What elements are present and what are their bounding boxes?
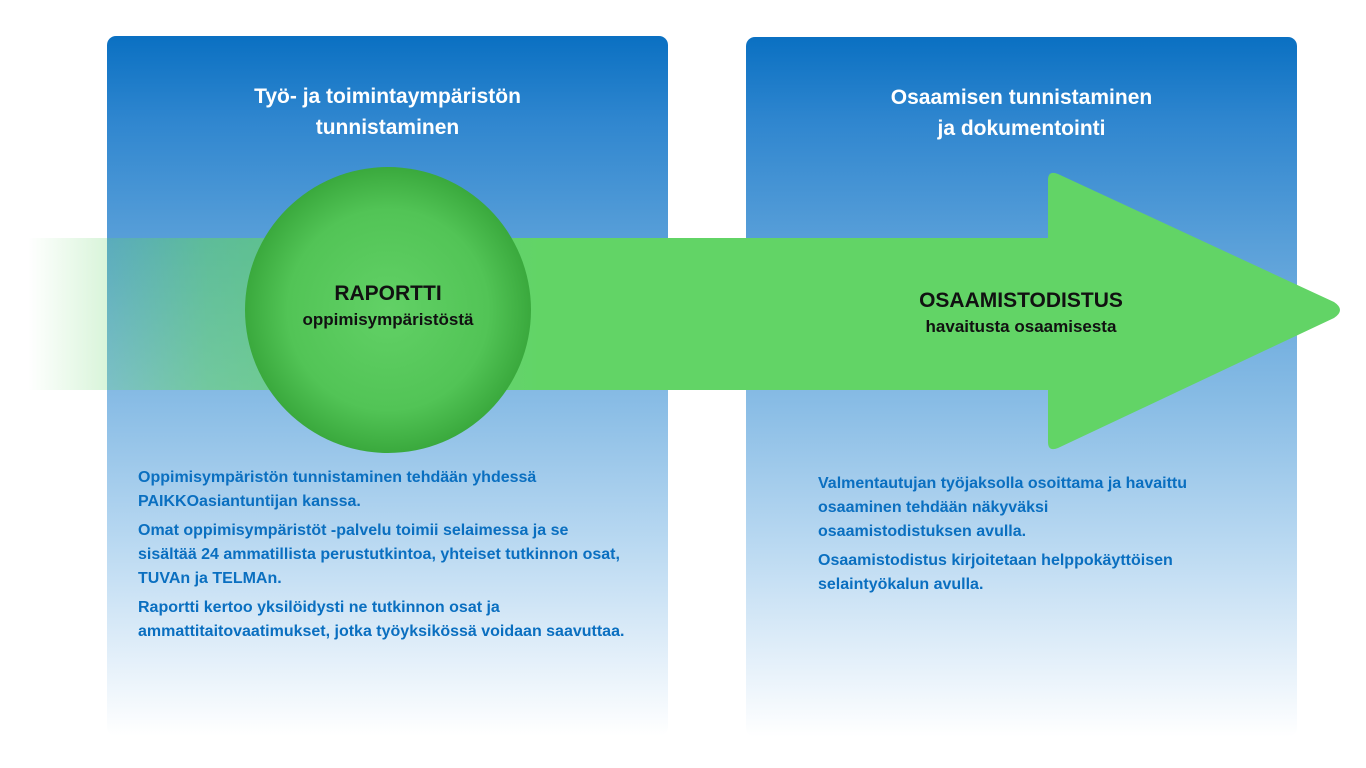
report-subtitle: oppimisympäristöstä	[302, 310, 474, 329]
left-panel-title-line2: tunnistaminen	[315, 116, 460, 139]
left-paragraph: Raportti kertoo yksilöidysti ne tutkinnon osat ja ammattitaitovaatimukset, jotka työyksikössä voidaan saavuttaa.	[138, 599, 625, 640]
certificate-subtitle: havaitusta osaamisesta	[925, 317, 1117, 336]
right-panel-title-line1: Osaamisen tunnistaminen	[890, 86, 1153, 109]
left-paragraph: Oppimisympäristön tunnistaminen tehdään yhdessä PAIKKOasiantuntijan kanssa.	[138, 469, 537, 510]
right-description	[818, 472, 1198, 602]
right-panel-title-line2: ja dokumentointi	[937, 117, 1106, 140]
left-description	[138, 466, 628, 649]
report-circle-label	[246, 280, 530, 332]
report-title: RAPORTTI	[334, 282, 442, 305]
left-panel-title-line1: Työ- ja toimintaympäristön	[254, 85, 521, 108]
left-paragraph: Omat oppimisympäristöt -palvelu toimii selaimessa ja se sisältää 24 ammatillista perustutkintoa, yhteiset tutkinnon osat, TUVAn ja TELMAn.	[138, 522, 620, 587]
right-paragraph: Valmentautujan työjaksolla osoittama ja havaittu osaaminen tehdään näkyväksi osaamistodistuksen avulla.	[818, 475, 1187, 540]
certificate-title: OSAAMISTODISTUS	[919, 289, 1123, 312]
arrow-label	[862, 287, 1180, 339]
right-paragraph: Osaamistodistus kirjoitetaan helppokäyttöisen selaintyökalun avulla.	[818, 552, 1173, 593]
